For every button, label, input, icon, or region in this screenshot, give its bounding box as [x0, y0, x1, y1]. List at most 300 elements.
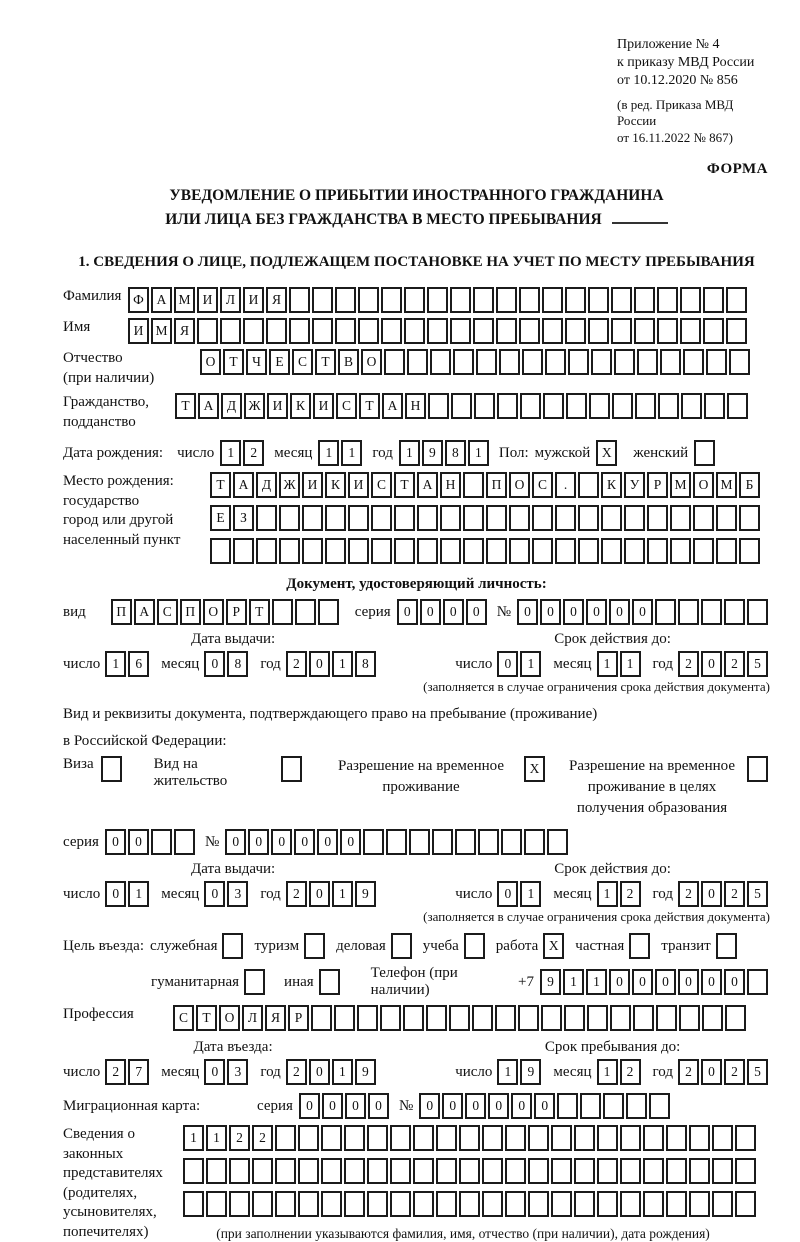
form-cell[interactable]: [321, 1191, 342, 1217]
form-cell[interactable]: [683, 349, 704, 375]
form-cell[interactable]: [519, 287, 540, 313]
form-cell[interactable]: [390, 1125, 411, 1151]
form-cell[interactable]: [657, 287, 678, 313]
form-cell[interactable]: [403, 1005, 424, 1031]
form-cell[interactable]: [716, 538, 737, 564]
form-cell[interactable]: [311, 1005, 332, 1031]
form-cell[interactable]: И: [243, 287, 264, 313]
form-cell[interactable]: [624, 538, 645, 564]
form-cell[interactable]: Р: [226, 599, 247, 625]
form-cell[interactable]: [505, 1158, 526, 1184]
form-cell[interactable]: 0: [340, 829, 361, 855]
form-cell[interactable]: 0: [586, 599, 607, 625]
form-cell[interactable]: [499, 349, 520, 375]
form-cell[interactable]: [520, 393, 541, 419]
form-cell[interactable]: К: [290, 393, 311, 419]
form-cell[interactable]: Р: [288, 1005, 309, 1031]
permit-number-cells[interactable]: [225, 829, 570, 855]
form-cell[interactable]: [289, 287, 310, 313]
purpose-tourism-checkbox[interactable]: [304, 933, 327, 959]
form-cell[interactable]: [496, 287, 517, 313]
form-cell[interactable]: [611, 287, 632, 313]
form-cell[interactable]: [229, 1158, 250, 1184]
form-cell[interactable]: 0: [465, 1093, 486, 1119]
form-cell[interactable]: [694, 440, 715, 466]
form-cell[interactable]: [568, 349, 589, 375]
form-cell[interactable]: [312, 318, 333, 344]
form-cell[interactable]: [427, 287, 448, 313]
form-cell[interactable]: [735, 1191, 756, 1217]
form-cell[interactable]: 0: [701, 881, 722, 907]
form-cell[interactable]: П: [180, 599, 201, 625]
permit-valid-day-cells[interactable]: [497, 881, 543, 907]
form-cell[interactable]: [680, 287, 701, 313]
form-cell[interactable]: [726, 318, 747, 344]
form-cell[interactable]: [464, 933, 485, 959]
form-cell[interactable]: А: [233, 472, 254, 498]
form-cell[interactable]: Т: [223, 349, 244, 375]
doc-valid-month-cells[interactable]: [597, 651, 643, 677]
form-cell[interactable]: [391, 933, 412, 959]
form-cell[interactable]: А: [417, 472, 438, 498]
form-cell[interactable]: [666, 1191, 687, 1217]
form-cell[interactable]: [610, 1005, 631, 1031]
form-cell[interactable]: [578, 505, 599, 531]
form-cell[interactable]: [380, 1005, 401, 1031]
form-cell[interactable]: 0: [511, 1093, 532, 1119]
form-cell[interactable]: Д: [221, 393, 242, 419]
form-cell[interactable]: Т: [394, 472, 415, 498]
form-cell[interactable]: [321, 1125, 342, 1151]
form-cell[interactable]: С: [173, 1005, 194, 1031]
form-cell[interactable]: [482, 1191, 503, 1217]
form-cell[interactable]: [643, 1158, 664, 1184]
form-cell[interactable]: 9: [540, 969, 561, 995]
form-cell[interactable]: [624, 505, 645, 531]
form-cell[interactable]: [706, 349, 727, 375]
form-cell[interactable]: 0: [299, 1093, 320, 1119]
form-cell[interactable]: Т: [196, 1005, 217, 1031]
form-cell[interactable]: 0: [309, 651, 330, 677]
form-cell[interactable]: [712, 1158, 733, 1184]
form-cell[interactable]: [478, 829, 499, 855]
form-cell[interactable]: 2: [620, 1059, 641, 1085]
form-cell[interactable]: [486, 505, 507, 531]
form-cell[interactable]: [229, 1191, 250, 1217]
form-cell[interactable]: И: [348, 472, 369, 498]
form-cell[interactable]: [551, 1158, 572, 1184]
form-cell[interactable]: Н: [440, 472, 461, 498]
form-cell[interactable]: [417, 505, 438, 531]
form-cell[interactable]: [436, 1125, 457, 1151]
form-cell[interactable]: [312, 287, 333, 313]
form-cell[interactable]: Т: [210, 472, 231, 498]
form-cell[interactable]: С: [371, 472, 392, 498]
form-cell[interactable]: [555, 538, 576, 564]
form-cell[interactable]: [279, 505, 300, 531]
birth-month-cells[interactable]: [318, 440, 364, 466]
form-cell[interactable]: 2: [678, 1059, 699, 1085]
form-cell[interactable]: [564, 1005, 585, 1031]
form-cell[interactable]: 1: [597, 881, 618, 907]
form-cell[interactable]: [413, 1158, 434, 1184]
form-cell[interactable]: [233, 538, 254, 564]
form-cell[interactable]: [588, 287, 609, 313]
form-cell[interactable]: 1: [332, 1059, 353, 1085]
form-cell[interactable]: 2: [724, 1059, 745, 1085]
form-cell[interactable]: [532, 538, 553, 564]
purpose-private-checkbox[interactable]: [629, 933, 652, 959]
form-cell[interactable]: 2: [229, 1125, 250, 1151]
form-cell[interactable]: С: [157, 599, 178, 625]
form-cell[interactable]: [712, 1191, 733, 1217]
form-cell[interactable]: [739, 538, 760, 564]
form-cell[interactable]: [679, 1005, 700, 1031]
form-cell[interactable]: 1: [332, 651, 353, 677]
form-cell[interactable]: [482, 1125, 503, 1151]
form-cell[interactable]: [635, 393, 656, 419]
form-cell[interactable]: В: [338, 349, 359, 375]
form-cell[interactable]: 0: [701, 1059, 722, 1085]
form-cell[interactable]: [348, 538, 369, 564]
form-cell[interactable]: [459, 1191, 480, 1217]
form-cell[interactable]: Я: [174, 318, 195, 344]
form-cell[interactable]: [620, 1125, 641, 1151]
form-cell[interactable]: 1: [341, 440, 362, 466]
form-cell[interactable]: [206, 1191, 227, 1217]
form-cell[interactable]: [620, 1191, 641, 1217]
form-cell[interactable]: 0: [294, 829, 315, 855]
form-cell[interactable]: [643, 1125, 664, 1151]
form-cell[interactable]: 1: [520, 881, 541, 907]
doc-number-cells[interactable]: [517, 599, 770, 625]
form-cell[interactable]: [244, 969, 265, 995]
form-cell[interactable]: [727, 393, 748, 419]
form-cell[interactable]: X: [543, 933, 564, 959]
form-cell[interactable]: [319, 969, 340, 995]
stay-day-cells[interactable]: [497, 1059, 543, 1085]
form-cell[interactable]: [206, 1158, 227, 1184]
form-cell[interactable]: 0: [609, 969, 630, 995]
form-cell[interactable]: [318, 599, 339, 625]
form-cell[interactable]: [394, 538, 415, 564]
form-cell[interactable]: [252, 1158, 273, 1184]
form-cell[interactable]: 9: [422, 440, 443, 466]
form-cell[interactable]: [626, 1093, 647, 1119]
form-cell[interactable]: 7: [128, 1059, 149, 1085]
surname-cells[interactable]: [128, 287, 749, 313]
form-cell[interactable]: [543, 393, 564, 419]
form-cell[interactable]: Т: [315, 349, 336, 375]
form-cell[interactable]: [486, 538, 507, 564]
form-cell[interactable]: [747, 969, 768, 995]
form-cell[interactable]: [647, 538, 668, 564]
form-cell[interactable]: [222, 933, 243, 959]
form-cell[interactable]: [381, 287, 402, 313]
temp-residence-edu-checkbox[interactable]: [747, 756, 770, 782]
permit-series-cells[interactable]: [105, 829, 197, 855]
form-cell[interactable]: 8: [445, 440, 466, 466]
form-cell[interactable]: [656, 1005, 677, 1031]
form-cell[interactable]: [275, 1191, 296, 1217]
form-cell[interactable]: Е: [210, 505, 231, 531]
form-cell[interactable]: 0: [322, 1093, 343, 1119]
form-cell[interactable]: 5: [747, 1059, 768, 1085]
form-cell[interactable]: О: [693, 472, 714, 498]
phone-cells[interactable]: [540, 969, 770, 995]
form-cell[interactable]: [101, 756, 122, 782]
form-cell[interactable]: А: [134, 599, 155, 625]
form-cell[interactable]: [703, 318, 724, 344]
form-cell[interactable]: [210, 538, 231, 564]
form-cell[interactable]: З: [233, 505, 254, 531]
form-cell[interactable]: 6: [128, 651, 149, 677]
form-cell[interactable]: 0: [225, 829, 246, 855]
form-cell[interactable]: С: [292, 349, 313, 375]
form-cell[interactable]: 0: [655, 969, 676, 995]
form-cell[interactable]: [256, 538, 277, 564]
form-cell[interactable]: [701, 599, 722, 625]
form-cell[interactable]: 1: [497, 1059, 518, 1085]
form-cell[interactable]: Ж: [279, 472, 300, 498]
birthplace-cells-row2[interactable]: [210, 505, 762, 531]
form-cell[interactable]: [620, 1158, 641, 1184]
form-cell[interactable]: 0: [488, 1093, 509, 1119]
form-cell[interactable]: П: [486, 472, 507, 498]
form-cell[interactable]: Ж: [244, 393, 265, 419]
form-cell[interactable]: У: [624, 472, 645, 498]
form-cell[interactable]: [482, 1158, 503, 1184]
form-cell[interactable]: [505, 1125, 526, 1151]
form-cell[interactable]: [325, 538, 346, 564]
patronymic-cells[interactable]: [200, 349, 752, 375]
form-cell[interactable]: [601, 505, 622, 531]
form-cell[interactable]: [426, 1005, 447, 1031]
form-cell[interactable]: [566, 393, 587, 419]
form-cell[interactable]: [716, 505, 737, 531]
form-cell[interactable]: 0: [397, 599, 418, 625]
form-cell[interactable]: [455, 829, 476, 855]
form-cell[interactable]: [407, 349, 428, 375]
form-cell[interactable]: [532, 505, 553, 531]
form-cell[interactable]: [371, 538, 392, 564]
form-cell[interactable]: [726, 287, 747, 313]
form-cell[interactable]: [404, 287, 425, 313]
temp-residence-checkbox[interactable]: [524, 756, 547, 782]
stay-year-cells[interactable]: [678, 1059, 770, 1085]
form-cell[interactable]: [183, 1158, 204, 1184]
female-checkbox[interactable]: [694, 440, 717, 466]
form-cell[interactable]: 2: [678, 651, 699, 677]
form-cell[interactable]: 0: [609, 599, 630, 625]
form-cell[interactable]: П: [111, 599, 132, 625]
form-cell[interactable]: С: [532, 472, 553, 498]
form-cell[interactable]: [633, 1005, 654, 1031]
form-cell[interactable]: [174, 829, 195, 855]
form-cell[interactable]: [302, 505, 323, 531]
form-cell[interactable]: [735, 1158, 756, 1184]
form-cell[interactable]: [693, 505, 714, 531]
form-cell[interactable]: [440, 505, 461, 531]
form-cell[interactable]: 1: [318, 440, 339, 466]
form-cell[interactable]: [413, 1191, 434, 1217]
form-cell[interactable]: [472, 1005, 493, 1031]
form-cell[interactable]: М: [716, 472, 737, 498]
form-cell[interactable]: [542, 318, 563, 344]
form-cell[interactable]: 0: [540, 599, 561, 625]
form-cell[interactable]: 3: [227, 881, 248, 907]
form-cell[interactable]: 0: [317, 829, 338, 855]
form-cell[interactable]: [725, 1005, 746, 1031]
form-cell[interactable]: [678, 599, 699, 625]
form-cell[interactable]: [358, 287, 379, 313]
form-cell[interactable]: [453, 349, 474, 375]
form-cell[interactable]: 1: [563, 969, 584, 995]
form-cell[interactable]: 8: [227, 651, 248, 677]
purpose-study-checkbox[interactable]: [464, 933, 487, 959]
form-cell[interactable]: М: [670, 472, 691, 498]
form-cell[interactable]: Р: [647, 472, 668, 498]
doc-series-cells[interactable]: [397, 599, 489, 625]
form-cell[interactable]: [463, 472, 484, 498]
mc-number-cells[interactable]: [419, 1093, 672, 1119]
form-cell[interactable]: 1: [128, 881, 149, 907]
form-cell[interactable]: 1: [586, 969, 607, 995]
form-cell[interactable]: Л: [220, 287, 241, 313]
purpose-other-checkbox[interactable]: [319, 969, 342, 995]
form-cell[interactable]: [542, 287, 563, 313]
form-cell[interactable]: 0: [701, 969, 722, 995]
form-cell[interactable]: А: [198, 393, 219, 419]
form-cell[interactable]: [473, 318, 494, 344]
form-cell[interactable]: [565, 287, 586, 313]
form-cell[interactable]: [386, 829, 407, 855]
form-cell[interactable]: А: [151, 287, 172, 313]
form-cell[interactable]: 1: [206, 1125, 227, 1151]
form-cell[interactable]: [649, 1093, 670, 1119]
form-cell[interactable]: [657, 318, 678, 344]
form-cell[interactable]: [574, 1125, 595, 1151]
form-cell[interactable]: [555, 505, 576, 531]
form-cell[interactable]: 0: [678, 969, 699, 995]
form-cell[interactable]: [551, 1191, 572, 1217]
form-cell[interactable]: [614, 349, 635, 375]
form-cell[interactable]: [432, 829, 453, 855]
form-cell[interactable]: [449, 1005, 470, 1031]
form-cell[interactable]: [637, 349, 658, 375]
form-cell[interactable]: 0: [345, 1093, 366, 1119]
form-cell[interactable]: [367, 1191, 388, 1217]
name-cells[interactable]: [128, 318, 749, 344]
form-cell[interactable]: [496, 318, 517, 344]
form-cell[interactable]: [747, 756, 768, 782]
form-cell[interactable]: [252, 1191, 273, 1217]
form-cell[interactable]: И: [313, 393, 334, 419]
form-cell[interactable]: 0: [534, 1093, 555, 1119]
form-cell[interactable]: [440, 538, 461, 564]
form-cell[interactable]: [658, 393, 679, 419]
residence-permit-checkbox[interactable]: [281, 756, 304, 782]
form-cell[interactable]: 0: [309, 1059, 330, 1085]
citizenship-cells[interactable]: [175, 393, 750, 419]
form-cell[interactable]: [735, 1125, 756, 1151]
form-cell[interactable]: 0: [204, 651, 225, 677]
form-cell[interactable]: [670, 538, 691, 564]
form-cell[interactable]: [325, 505, 346, 531]
form-cell[interactable]: [436, 1191, 457, 1217]
form-cell[interactable]: 1: [597, 1059, 618, 1085]
permit-valid-year-cells[interactable]: [678, 881, 770, 907]
form-cell[interactable]: [417, 538, 438, 564]
form-cell[interactable]: 0: [632, 969, 653, 995]
form-cell[interactable]: К: [325, 472, 346, 498]
form-cell[interactable]: [528, 1158, 549, 1184]
form-cell[interactable]: [298, 1158, 319, 1184]
form-cell[interactable]: [522, 349, 543, 375]
form-cell[interactable]: [266, 318, 287, 344]
form-cell[interactable]: [450, 318, 471, 344]
form-cell[interactable]: [666, 1158, 687, 1184]
form-cell[interactable]: [565, 318, 586, 344]
form-cell[interactable]: [344, 1158, 365, 1184]
form-cell[interactable]: 2: [620, 881, 641, 907]
form-cell[interactable]: 2: [724, 881, 745, 907]
form-cell[interactable]: [689, 1191, 710, 1217]
form-cell[interactable]: [281, 756, 302, 782]
form-cell[interactable]: 2: [286, 881, 307, 907]
form-cell[interactable]: 9: [355, 881, 376, 907]
form-cell[interactable]: [670, 505, 691, 531]
form-cell[interactable]: Л: [242, 1005, 263, 1031]
form-cell[interactable]: [547, 829, 568, 855]
form-cell[interactable]: [427, 318, 448, 344]
form-cell[interactable]: И: [302, 472, 323, 498]
form-cell[interactable]: [528, 1125, 549, 1151]
form-cell[interactable]: [729, 349, 750, 375]
form-cell[interactable]: 0: [497, 881, 518, 907]
form-cell[interactable]: [578, 538, 599, 564]
form-cell[interactable]: [289, 318, 310, 344]
form-cell[interactable]: [279, 538, 300, 564]
permit-valid-month-cells[interactable]: [597, 881, 643, 907]
form-cell[interactable]: [501, 829, 522, 855]
form-cell[interactable]: [363, 829, 384, 855]
form-cell[interactable]: [597, 1158, 618, 1184]
form-cell[interactable]: [655, 599, 676, 625]
form-cell[interactable]: [335, 318, 356, 344]
birthplace-cells-row3[interactable]: [210, 538, 762, 564]
form-cell[interactable]: М: [151, 318, 172, 344]
form-cell[interactable]: 3: [227, 1059, 248, 1085]
form-cell[interactable]: [450, 287, 471, 313]
form-cell[interactable]: [574, 1158, 595, 1184]
form-cell[interactable]: [703, 287, 724, 313]
visa-checkbox[interactable]: [101, 756, 124, 782]
form-cell[interactable]: [541, 1005, 562, 1031]
form-cell[interactable]: [390, 1191, 411, 1217]
birth-day-cells[interactable]: [220, 440, 266, 466]
form-cell[interactable]: [495, 1005, 516, 1031]
form-cell[interactable]: [591, 349, 612, 375]
form-cell[interactable]: [476, 349, 497, 375]
form-cell[interactable]: [474, 393, 495, 419]
form-cell[interactable]: [702, 1005, 723, 1031]
form-cell[interactable]: [660, 349, 681, 375]
form-cell[interactable]: [381, 318, 402, 344]
form-cell[interactable]: 0: [368, 1093, 389, 1119]
form-cell[interactable]: [689, 1158, 710, 1184]
form-cell[interactable]: 1: [399, 440, 420, 466]
